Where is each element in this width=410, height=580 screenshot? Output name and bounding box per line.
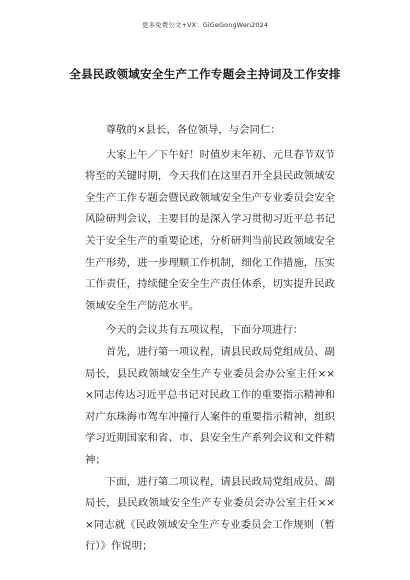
paragraph-agenda-item-1: 首先，进行第一项议程，请县民政局党组成员、副局长，县民政领域安全生产专业委员会办公室主任×××同志传达习近平总书记对民政工作的重要指示精神和对广东珠海市驾车冲撞行人案件的重要指示精神，组织学习近期国家和省、市、县安全生产系列会议和文件精神； xyxy=(85,345,335,466)
paragraph-agenda-intro: 今天的会议共有五项议程，下面分项进行： xyxy=(105,324,304,337)
header-note: 更多免费公文+VX：GiGeGongWen2024 xyxy=(141,21,269,29)
document-body xyxy=(85,120,335,558)
salutation: 尊敬的×县长，各位领导，与会同仁： xyxy=(105,124,281,136)
paragraph-opening: 大家上午／下午好！时值岁末年初、元旦春节双节将至的关键时期，今天我们在这里召开全县民政领域安全生产工作专题会暨民政领域安全生产专业委员会安全风险研判会议，主要目的是深入学习贯彻习近平总书记关于安全生产的重要论述，分析研判当前民政领域安全生产形势，进一步理顺工作机制，细化工作措施，压实工作责任，持续健全安全生产责任体系，切实提升民政领域安全生产防范水平。 xyxy=(85,148,335,312)
document-title: 全县民政领域安全生产工作专题会主持词及工作安排 xyxy=(69,67,341,81)
paragraph-agenda-item-2: 下面，进行第二项议程，请县民政局党组成员、副局长，县民政领域安全生产专业委员会办公室主任×××同志就《民政领域安全生产专业委员会工作规则（暂行）》作说明； xyxy=(85,475,335,553)
